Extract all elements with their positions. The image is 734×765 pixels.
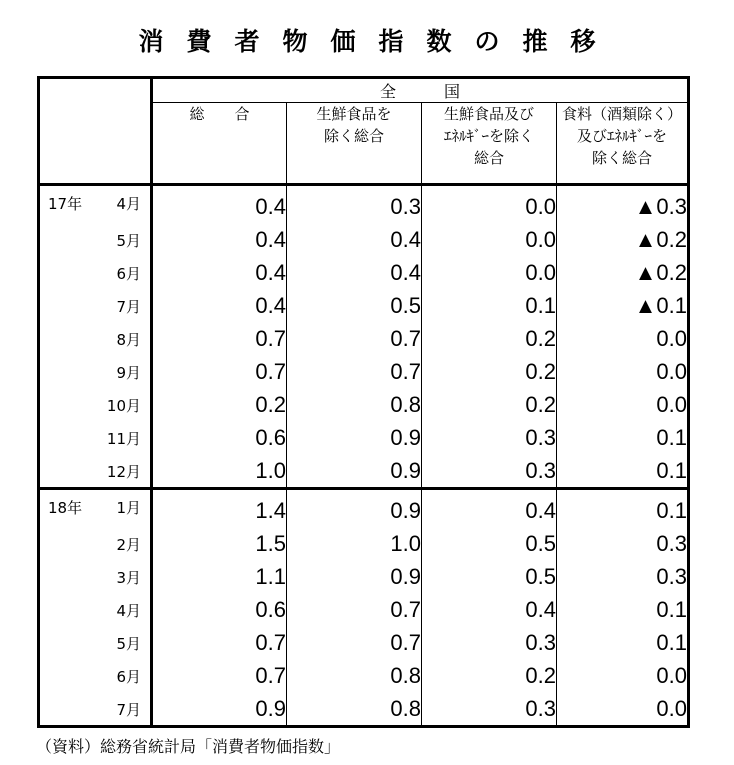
value-cell-col2: 0.3 <box>287 185 422 224</box>
column-header-1 <box>152 103 287 185</box>
year-label: 17年 <box>48 195 83 213</box>
value-cell-col3: 0.2 <box>422 659 557 692</box>
row-label <box>39 692 152 727</box>
value-cell-col2: 0.9 <box>287 560 422 593</box>
value-cell-col2: 0.7 <box>287 322 422 355</box>
row-label <box>39 223 152 256</box>
table-row <box>39 388 689 421</box>
value-cell-col2: 0.4 <box>287 256 422 289</box>
column-header-line: 総合 <box>189 105 280 123</box>
value-cell-col1: 0.4 <box>255 193 286 219</box>
month-label: 10月 <box>106 397 141 415</box>
month-label: 5月 <box>116 232 141 250</box>
value-cell-col1: 0.7 <box>255 662 286 688</box>
page-title: 消費者物価指数の推移 <box>138 27 619 56</box>
month-label: 6月 <box>116 265 141 283</box>
column-header-line: 除く総合 <box>591 149 652 167</box>
value-cell-col3: 0.2 <box>422 388 557 421</box>
value-cell-col3: 0.3 <box>422 454 557 489</box>
value-cell-col3: 0.5 <box>422 560 557 593</box>
value-cell-col1: 0.4 <box>255 259 286 285</box>
row-label <box>39 421 152 454</box>
value-cell-col3: 0.3 <box>422 626 557 659</box>
month-label: 9月 <box>116 364 141 382</box>
month-label: 4月 <box>116 602 141 620</box>
column-header-line: 総合 <box>473 149 504 167</box>
column-header-line: 及びｴﾈﾙｷﾞｰを <box>576 127 667 145</box>
month-label: 7月 <box>116 298 141 316</box>
row-label <box>39 593 152 626</box>
value-cell-col2: 0.7 <box>287 626 422 659</box>
value-cell-col4: 0.1 <box>557 454 689 489</box>
value-cell-col1: 1.0 <box>152 454 287 489</box>
value-cell-col2: 0.8 <box>287 692 422 727</box>
value-cell-col3: 0.0 <box>422 185 557 224</box>
value-cell-col3: 0.3 <box>422 421 557 454</box>
value-cell-col4: 0.1 <box>557 626 689 659</box>
column-header-line: 生鮮食品及び <box>443 105 534 123</box>
row-label <box>39 355 152 388</box>
table-row <box>39 322 689 355</box>
table-row <box>39 421 689 454</box>
value-cell-col4: ▲0.3 <box>557 185 689 224</box>
table-row <box>39 527 689 560</box>
table-row <box>39 185 689 224</box>
row-label <box>39 659 152 692</box>
table-row <box>39 355 689 388</box>
value-cell-col3: 0.5 <box>422 527 557 560</box>
value-cell-col4: ▲0.2 <box>557 256 689 289</box>
row-label <box>39 256 152 289</box>
value-cell-col2: 0.9 <box>287 421 422 454</box>
value-cell-col2: 0.5 <box>287 289 422 322</box>
value-cell-col2: 0.7 <box>287 355 422 388</box>
column-header-4 <box>557 103 689 185</box>
value-cell-col4: 0.1 <box>557 489 689 528</box>
region-header: 全国 <box>152 78 689 103</box>
value-cell-col1: 1.4 <box>255 497 286 523</box>
table-row <box>39 560 689 593</box>
value-cell-col1: 0.2 <box>255 391 286 417</box>
value-cell-col1: 1.5 <box>255 530 286 556</box>
value-cell-col2: 1.0 <box>287 527 422 560</box>
table-row <box>39 593 689 626</box>
table-row <box>39 256 689 289</box>
value-cell-col4: 0.3 <box>557 560 689 593</box>
value-cell-col3: 0.0 <box>422 256 557 289</box>
value-cell-col4: 0.3 <box>557 527 689 560</box>
value-cell-col1: 0.4 <box>255 292 286 318</box>
value-cell-col4: 0.0 <box>557 692 689 727</box>
value-cell-col3: 0.2 <box>422 355 557 388</box>
table-row <box>39 659 689 692</box>
value-cell-col4: 0.1 <box>557 421 689 454</box>
month-label: 1月 <box>116 499 141 517</box>
value-cell-col2: 0.9 <box>287 489 422 528</box>
row-label <box>39 289 152 322</box>
month-label: 7月 <box>116 701 141 719</box>
value-cell-col1: 0.7 <box>255 325 286 351</box>
row-label <box>39 185 152 224</box>
row-label <box>39 489 152 528</box>
value-cell-col2: 0.8 <box>287 388 422 421</box>
value-cell-col4: 0.1 <box>557 593 689 626</box>
value-cell-col4: 0.0 <box>557 388 689 421</box>
value-cell-col3: 0.1 <box>422 289 557 322</box>
value-cell-col1: 1.1 <box>255 563 286 589</box>
value-cell-col2: 0.9 <box>287 454 422 489</box>
month-label: 4月 <box>116 195 141 213</box>
header-corner <box>39 78 152 185</box>
month-label: 8月 <box>116 331 141 349</box>
value-cell-col3: 0.4 <box>422 593 557 626</box>
value-cell-col1: 0.7 <box>255 629 286 655</box>
value-cell-col1: 0.7 <box>255 358 286 384</box>
value-cell-col4: 0.0 <box>557 322 689 355</box>
month-label: 6月 <box>116 668 141 686</box>
value-cell-col1: 0.6 <box>255 424 286 450</box>
year-label: 18年 <box>48 499 83 517</box>
column-header-3 <box>422 103 557 185</box>
column-header-2 <box>287 103 422 185</box>
value-cell-col2: 0.4 <box>287 223 422 256</box>
row-label <box>39 626 152 659</box>
row-label <box>39 560 152 593</box>
value-cell-col2: 0.8 <box>287 659 422 692</box>
value-cell-col3: 0.3 <box>422 692 557 727</box>
month-label: 3月 <box>116 569 141 587</box>
month-label: 11月 <box>106 430 141 448</box>
column-header-line: 除く総合 <box>323 127 384 145</box>
source-note: （資料）総務省統計局「消費者物価指数」 <box>36 737 341 756</box>
value-cell-col4: ▲0.2 <box>557 223 689 256</box>
row-label <box>39 527 152 560</box>
table-row <box>39 454 689 489</box>
row-label <box>39 388 152 421</box>
month-label: 12月 <box>106 463 141 481</box>
column-header-line: 食料（酒類除く） <box>561 105 682 123</box>
column-header-line: ｴﾈﾙｷﾞｰを除く <box>443 127 534 145</box>
month-label: 5月 <box>116 635 141 653</box>
value-cell-col3: 0.4 <box>422 489 557 528</box>
value-cell-col4: 0.0 <box>557 355 689 388</box>
value-cell-col4: 0.0 <box>557 659 689 692</box>
table-header <box>39 78 689 185</box>
table-row <box>39 692 689 727</box>
value-cell-col3: 0.2 <box>422 322 557 355</box>
value-cell-col3: 0.0 <box>422 223 557 256</box>
value-cell-col1: 0.6 <box>255 596 286 622</box>
table-row <box>39 289 689 322</box>
value-cell-col1: 0.9 <box>255 695 286 721</box>
table-row <box>39 626 689 659</box>
table-body <box>39 185 689 727</box>
value-cell-col2: 0.7 <box>287 593 422 626</box>
column-header-line: 生鮮食品を <box>316 105 392 123</box>
row-label <box>39 454 152 489</box>
value-cell-col4: ▲0.1 <box>557 289 689 322</box>
month-label: 2月 <box>116 536 141 554</box>
row-label <box>39 322 152 355</box>
value-cell-col1: 0.4 <box>255 226 286 252</box>
table-row <box>39 489 689 528</box>
cpi-table <box>37 76 690 728</box>
table-row <box>39 223 689 256</box>
